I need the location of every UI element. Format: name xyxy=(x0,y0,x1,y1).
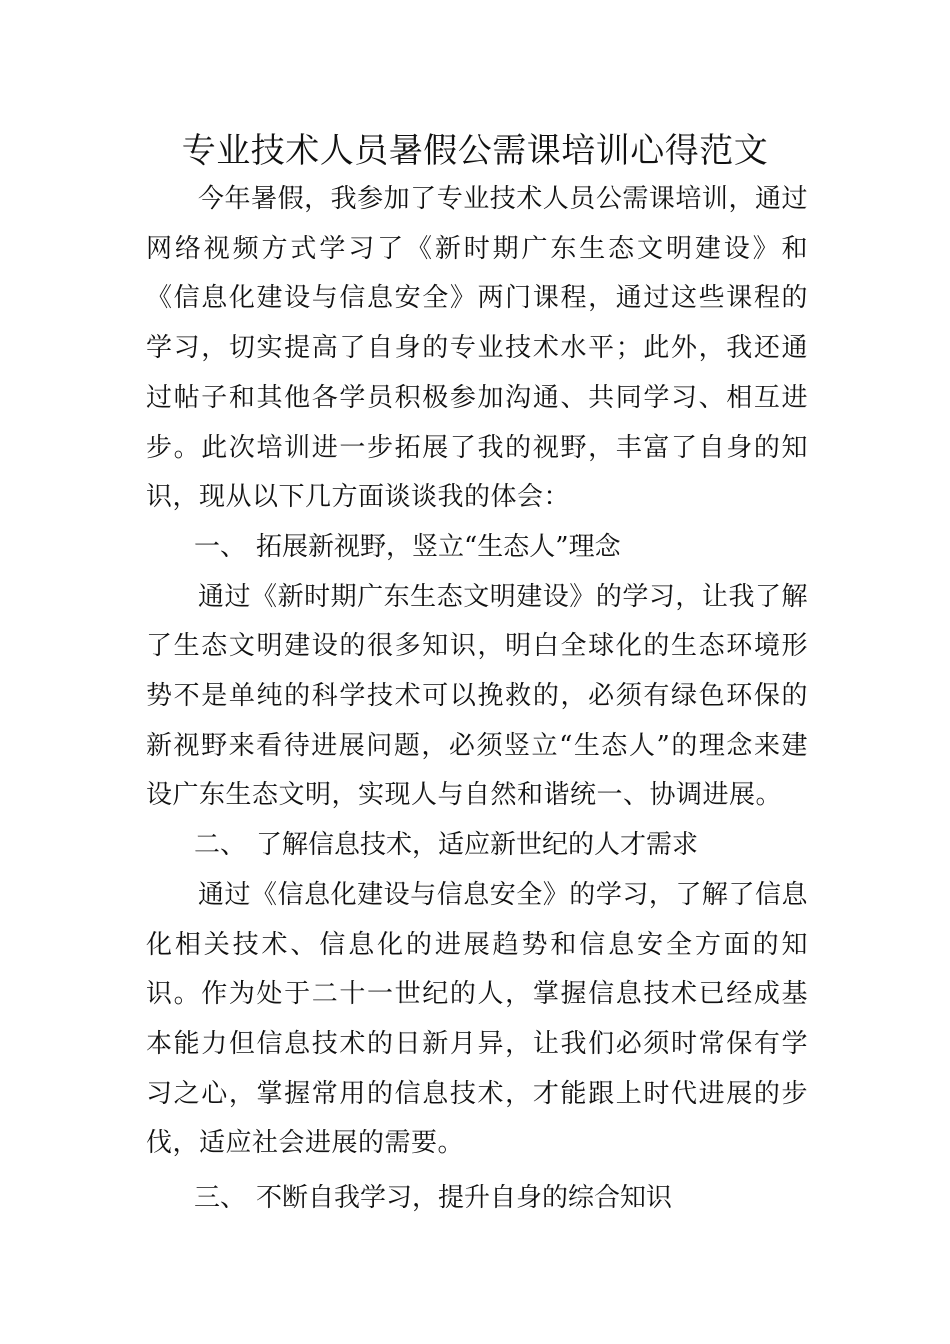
section-heading-3 xyxy=(146,1174,808,1224)
section-number-1: 一、 xyxy=(194,531,247,562)
section-heading-2 xyxy=(146,821,808,871)
section-paragraph-2: 通过《信息化建设与信息安全》的学习，了解了信息化相关技术、信息化的进展趋势和信息安全方面的知识。作为处于二十一世纪的人，掌握信息技术已经成基本能力但信息技术的日新月异，让我们必须时常保有学习之心，掌握常用的信息技术，才能跟上时代进展的步伐，适应社会进展的需要。 xyxy=(146,879,808,1159)
section-paragraph-1: 通过《新时期广东生态文明建设》的学习，让我了解了生态文明建设的很多知识，明白全球化的生态环境形势不是单纯的科学技术可以挽救的，必须有绿色环保的新视野来看待进展问题，必须竖立“生态人”的理念来建设广东生态文明，实现人与自然和谐统一、协调进展。 xyxy=(146,581,808,811)
section-title-3: 不断自我学习，提升自身的综合知识 xyxy=(256,1183,673,1214)
section-heading-1 xyxy=(146,523,808,573)
section-title-1: 拓展新视野，竖立“生态人”理念 xyxy=(256,531,621,562)
intro-paragraph: 今年暑假，我参加了专业技术人员公需课培训，通过网络视频方式学习了《新时期广东生态文明建设》和《信息化建设与信息安全》两门课程，通过这些课程的学习，切实提高了自身的专业技术水平；此外，我还通过帖子和其他各学员积极参加沟通、共同学习、相互进步。此次培训进一步拓展了我的视野，丰富了自身的知识，现从以下几方面谈谈我的体会： xyxy=(146,184,808,513)
section-number-2: 二、 xyxy=(194,830,247,861)
section-number-3: 三、 xyxy=(194,1183,247,1214)
document-title: 专业技术人员暑假公需课培训心得范文 xyxy=(181,131,769,171)
section-title-2: 了解信息技术，适应新世纪的人才需求 xyxy=(256,830,699,861)
document-body xyxy=(146,175,808,1224)
